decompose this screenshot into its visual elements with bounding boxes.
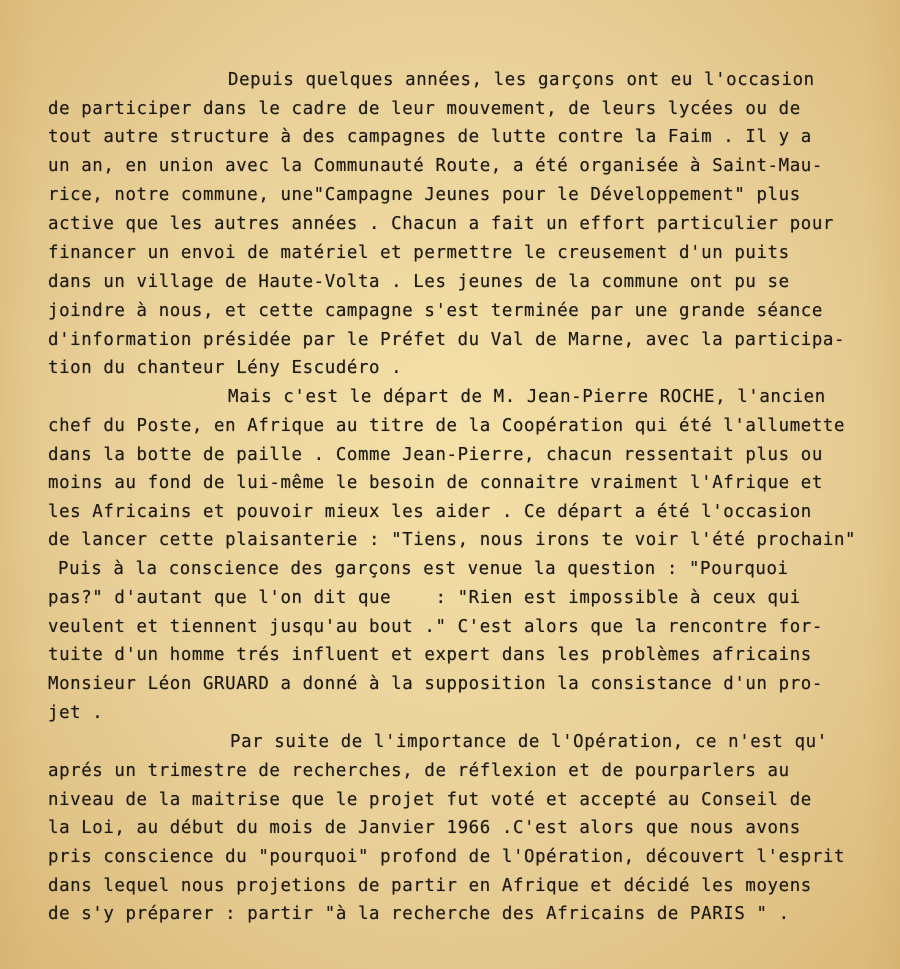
text-line: Mais c'est le départ de M. Jean-Pierre ROCHE, l'ancien	[228, 387, 826, 407]
text-line: aprés un trimestre de recherches, de réflexion et de pourparlers au	[48, 761, 790, 781]
text-line: de participer dans le cadre de leur mouvement, de leurs lycées ou de	[48, 99, 801, 119]
text-line: rice, notre commune, une"Campagne Jeunes pour le Développement" plus	[48, 185, 801, 205]
text-line: d'information présidée par le Préfet du Val de Marne, avec la participa-	[48, 330, 846, 350]
text-line: dans un village de Haute-Volta . Les jeunes de la commune ont pu se	[48, 272, 790, 292]
text-line: un an, en union avec la Communauté Route, a été organisée à Saint-Mau-	[48, 156, 823, 176]
text-line: Puis à la conscience des garçons est venue la question : "Pourquoi	[58, 559, 789, 579]
text-line: de s'y préparer : partir "à la recherche des Africains de PARIS " .	[48, 904, 790, 924]
text-line: active que les autres années . Chacun a fait un effort particulier pour	[48, 214, 834, 234]
text-line: Depuis quelques années, les garçons ont eu l'occasion	[228, 70, 815, 90]
text-line: tuite d'un homme trés influent et expert dans les problèmes africains	[48, 645, 812, 665]
text-line: les Africains et pouvoir mieux les aider . Ce départ a été l'occasion	[48, 502, 812, 522]
text-line: joindre à nous, et cette campagne s'est terminée par une grande séance	[48, 301, 823, 321]
text-line: Par suite de l'importance de l'Opération, ce n'est qu'	[230, 732, 828, 752]
text-line: veulent et tiennent jusqu'au bout ." C'est alors que la rencontre for-	[48, 617, 823, 637]
text-line: Monsieur Léon GRUARD a donné à la supposition la consistance d'un pro-	[48, 674, 823, 694]
text-line: pas?" d'autant que l'on dit que : "Rien est impossible à ceux qui	[48, 588, 801, 608]
text-line: tion du chanteur Lény Escudéro .	[48, 358, 403, 378]
text-line: jet .	[48, 703, 104, 723]
text-line: pris conscience du "pourquoi" profond de l'Opération, découvert l'esprit	[48, 847, 846, 867]
text-line: la Loi, au début du mois de Janvier 1966 .C'est alors que nous avons	[48, 818, 801, 838]
text-line: moins au fond de lui-même le besoin de connaitre vraiment l'Afrique et	[48, 473, 823, 493]
text-line: chef du Poste, en Afrique au titre de la Coopération qui été l'allumette	[48, 416, 846, 436]
text-line: financer un envoi de matériel et permettre le creusement d'un puits	[48, 243, 790, 263]
text-line: dans la botte de paille . Comme Jean-Pierre, chacun ressentait plus ou	[48, 445, 823, 465]
text-line: tout autre structure à des campagnes de lutte contre la Faim . Il y a	[48, 127, 812, 147]
text-line: de lancer cette plaisanterie : "Tiens, nous irons te voir l'été prochain"	[48, 530, 857, 550]
text-line: dans lequel nous projetions de partir en Afrique et décidé les moyens	[48, 876, 812, 896]
text-line: niveau de la maitrise que le projet fut voté et accepté au Conseil de	[48, 790, 812, 810]
